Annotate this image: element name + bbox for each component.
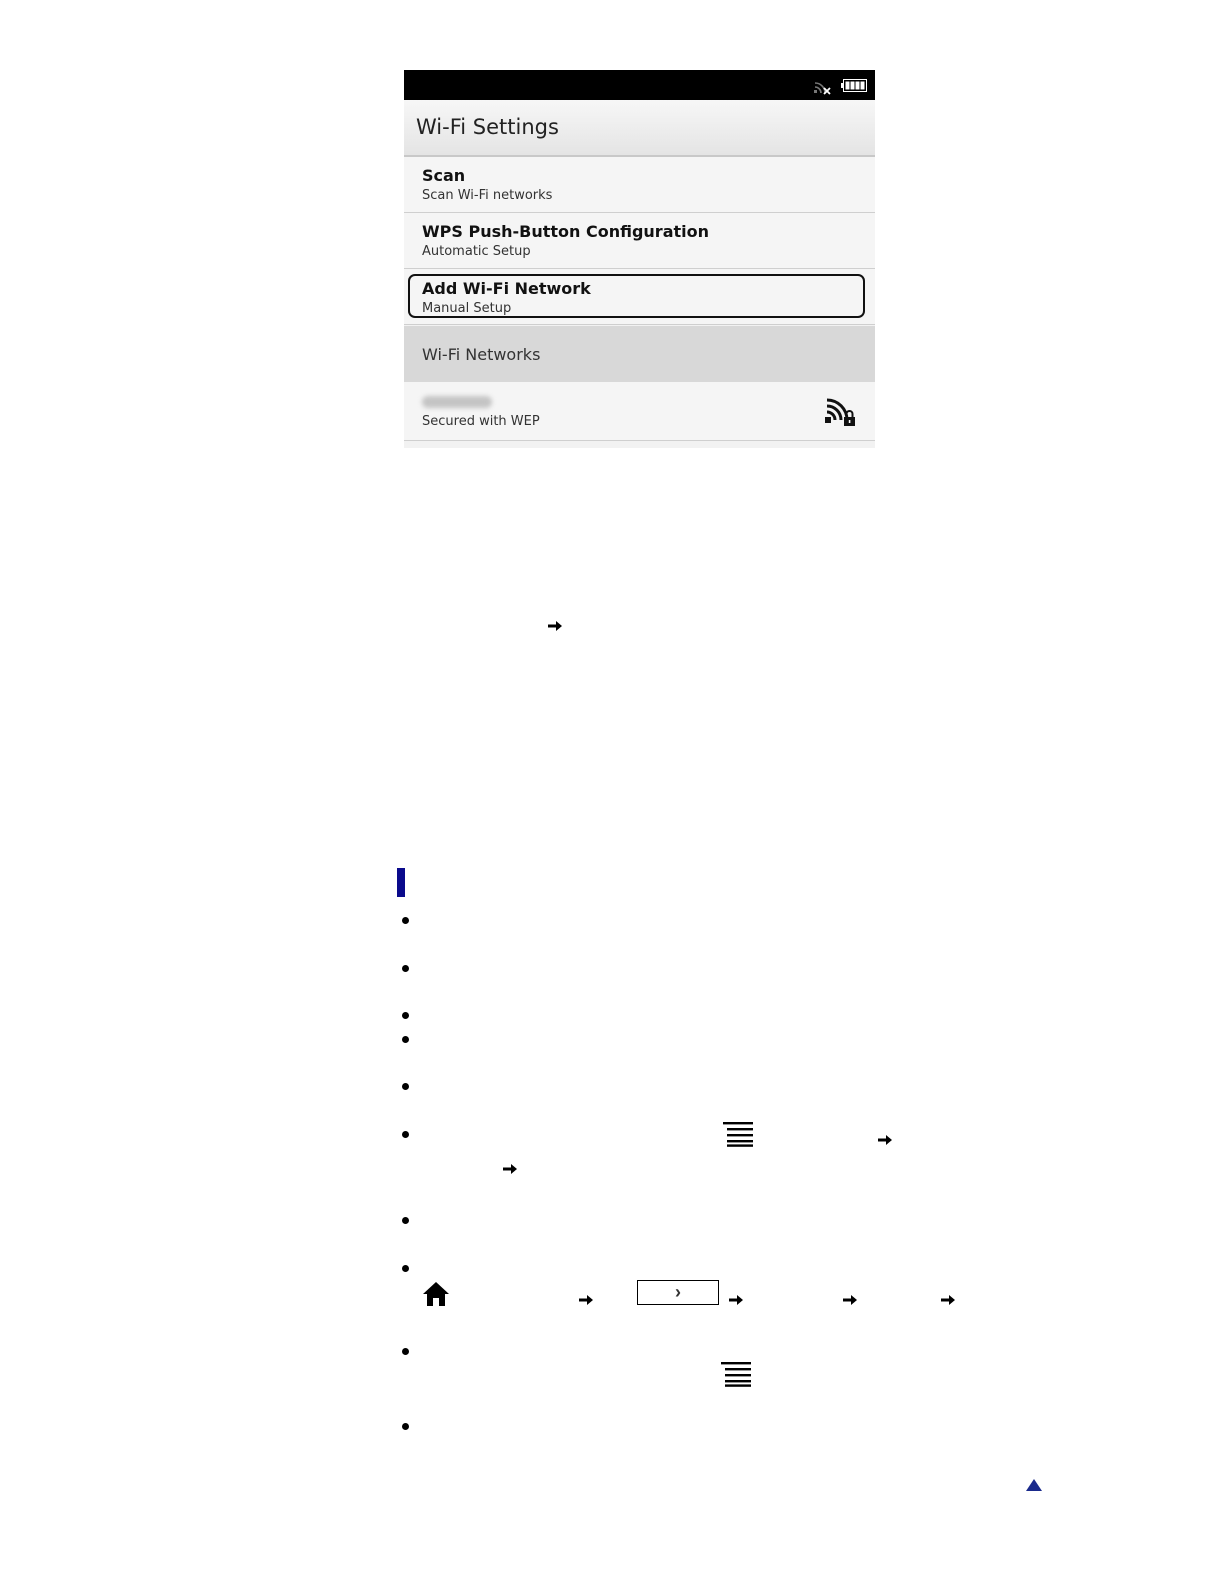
arrow-right-icon <box>941 1294 956 1306</box>
arrow-right-icon <box>843 1294 858 1306</box>
menu-item-label: Add Wi-Fi Network <box>422 279 591 298</box>
menu-item-sublabel: Automatic Setup <box>422 244 531 259</box>
next-page-button-icon <box>637 1280 719 1305</box>
arrow-right-icon <box>579 1294 594 1306</box>
bullet-point <box>402 1131 409 1138</box>
screen-title-bar <box>404 100 875 157</box>
status-bar <box>404 70 875 100</box>
note-section-marker <box>397 868 405 897</box>
network-security: Secured with WEP <box>422 414 540 429</box>
bullet-point <box>402 917 409 924</box>
bullet-point <box>402 1348 409 1355</box>
battery-icon <box>841 79 867 92</box>
arrow-right-icon <box>878 1134 893 1146</box>
section-header <box>404 326 875 382</box>
bullet-point <box>402 1265 409 1272</box>
arrow-right-icon <box>503 1163 518 1175</box>
screen-title: Wi-Fi Settings <box>416 115 559 139</box>
menu-icon <box>723 1121 753 1147</box>
arrow-right-icon <box>729 1294 744 1306</box>
bullet-point <box>402 965 409 972</box>
next-chevron-icon: › <box>675 1282 681 1302</box>
home-icon <box>422 1281 450 1307</box>
bullet-point <box>402 1012 409 1019</box>
menu-item-label: Scan <box>422 166 466 185</box>
menu-item-sublabel: Manual Setup <box>422 301 512 316</box>
section-header-label: Wi-Fi Networks <box>422 345 541 364</box>
network-name-redacted <box>422 396 492 408</box>
menu-item-label: WPS Push-Button Configuration <box>422 222 710 241</box>
bullet-point <box>402 1423 409 1430</box>
menu-item-wps[interactable] <box>404 213 875 269</box>
back-to-top-icon[interactable] <box>1026 1479 1042 1491</box>
bullet-point <box>402 1217 409 1224</box>
menu-item-sublabel: Scan Wi-Fi networks <box>422 188 553 203</box>
bullet-point <box>402 1083 409 1090</box>
bullet-point <box>402 1036 409 1043</box>
device-screenshot <box>404 70 875 448</box>
menu-icon <box>721 1361 751 1387</box>
menu-item-add-network[interactable] <box>404 269 875 325</box>
wifi-disconnected-icon <box>812 76 832 96</box>
menu-item-scan[interactable] <box>404 157 875 213</box>
wifi-signal-locked-icon <box>824 394 858 428</box>
arrow-right-icon <box>548 620 563 632</box>
network-list-item[interactable] <box>404 382 875 441</box>
